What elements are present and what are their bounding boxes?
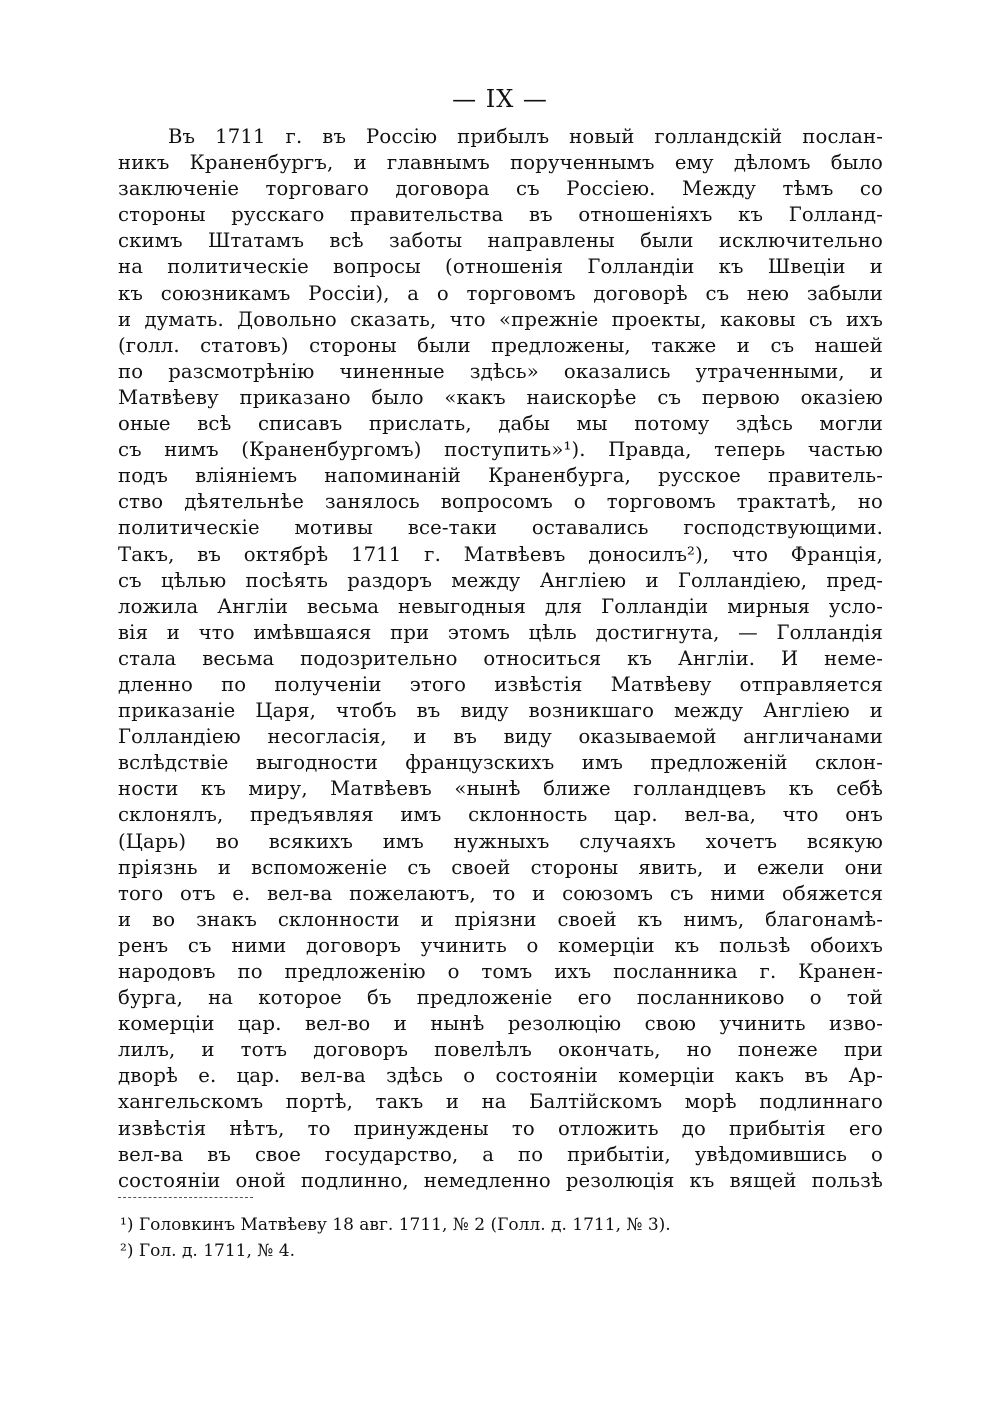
text-line: заключеніе торговаго договора съ Россіею. Между тѣмъ со — [118, 177, 883, 201]
text-line: состояніи оной подлинно, немедленно резолюція къ вящей пользѣ — [118, 1168, 883, 1192]
text-line: народовъ по предложенію о томъ ихъ посланника г. Кранен- — [118, 960, 883, 983]
text-line: Голландіею несогласія, и въ виду оказываемой англичанами — [118, 725, 883, 749]
footnotes-block — [120, 1212, 880, 1264]
text-line: подъ вліяніемъ напоминаній Краненбурга, русское правитель- — [118, 464, 883, 488]
text-line: (Царь) во всякихъ имъ нужныхъ случаяхъ хочетъ всякую — [118, 829, 883, 853]
text-line: Такъ, въ октябрѣ 1711 г. Матвѣевъ доносилъ²), что Франція, — [118, 542, 883, 566]
text-line: ренъ съ ними договоръ учинить о комерціи къ пользѣ обоихъ — [118, 933, 883, 957]
text-line: комерціи цар. вел-во и нынѣ резолюцію свою учинить изво- — [118, 1012, 883, 1036]
footnote: ²) Гол. д. 1711, № 4. — [120, 1241, 296, 1261]
text-line: оные всѣ списавъ прислать, дабы мы потому здѣсь могли — [118, 412, 883, 436]
text-line: стороны русскаго правительства въ отношеніяхъ къ Голланд- — [118, 203, 883, 227]
text-line: того отъ е. вел-ва пожелаютъ, то и союзомъ съ ними обяжется — [118, 881, 883, 905]
text-line: съ нимъ (Краненбургомъ) поступить»¹). Правда, теперь частью — [118, 438, 883, 462]
page-number: — IX — — [452, 85, 548, 113]
text-line: вел-ва въ свое государство, а по прибытіи, увѣдомившись о — [118, 1142, 883, 1166]
text-line: вія и что имѣвшаяся при этомъ цѣль достигнута, — Голландія — [118, 620, 883, 644]
text-line: и во знакъ склонности и пріязни своей къ нимъ, благонамѣ- — [118, 907, 883, 931]
text-line: ство дѣятельнѣе занялось вопросомъ о торговомъ трактатѣ, но — [118, 490, 883, 514]
text-line: политическіе мотивы все-таки оставались господствующими. — [118, 516, 883, 540]
text-line: хангельскомъ портѣ, такъ и на Балтійскомъ морѣ подлиннаго — [118, 1090, 883, 1114]
text-line: приказаніе Царя, чтобъ въ виду возникшаго между Англіею и — [118, 699, 883, 723]
text-line: дворѣ е. цар. вел-ва здѣсь о состояніи комерціи какъ въ Ар- — [118, 1064, 883, 1088]
text-line: по разсмотрѣнію чиненные здѣсь» оказались утраченными, и — [118, 359, 883, 383]
text-line: вслѣдствіе выгодности французскихъ имъ предложеній склон- — [118, 751, 883, 775]
text-line: съ цѣлью посѣять раздоръ между Англіею и Голландіею, пред- — [118, 568, 883, 592]
text-line: пріязнь и вспоможеніе съ своей стороны явить, и ежели они — [118, 855, 883, 879]
text-line: бурга, на которое бъ предложеніе его посланниково о той — [118, 986, 883, 1010]
text-line: ложила Англіи весьма невыгодныя для Голландіи мирныя усло- — [118, 594, 883, 618]
text-line: и думать. Довольно сказать, что «прежніе проекты, каковы съ ихъ — [118, 307, 883, 331]
text-line: Матвѣеву приказано было «какъ наискорѣе съ первою оказіею — [118, 385, 883, 409]
text-line: стала весьма подозрительно относиться къ Англіи. И неме- — [118, 646, 883, 670]
text-line: ности къ миру, Матвѣевъ «нынѣ ближе голландцевъ къ себѣ — [118, 777, 883, 801]
text-line: извѣстія нѣтъ, то принуждены то отложить до прибытія его — [118, 1116, 883, 1140]
main-text-block — [118, 124, 883, 1194]
text-line: на политическіе вопросы (отношенія Голландіи къ Швеціи и — [118, 255, 883, 279]
text-line: скимъ Штатамъ всѣ заботы направлены были исключительно — [118, 229, 883, 253]
text-line: лилъ, и тотъ договоръ повелѣлъ окончать, но понеже при — [118, 1038, 883, 1062]
text-line: никъ Краненбургъ, и главнымъ порученнымъ ему дѣломъ было — [118, 151, 883, 175]
footnote: ¹) Головкинъ Матвѣеву 18 авг. 1711, № 2 (Голл. д. 1711, № 3). — [120, 1215, 671, 1235]
text-line: Въ 1711 г. въ Россію прибылъ новый голландскій послан- — [168, 125, 883, 148]
footnote-separator — [118, 1197, 253, 1198]
text-line: къ союзникамъ Россіи), а о торговомъ договорѣ съ нею забыли — [118, 281, 883, 305]
text-line: дленно по полученіи этого извѣстія Матвѣеву отправляется — [118, 672, 883, 696]
text-line: (голл. статовъ) стороны были предложены, также и съ нашей — [118, 333, 883, 357]
text-line: склонялъ, предъявляя имъ склонность цар. вел-ва, что онъ — [118, 803, 883, 827]
